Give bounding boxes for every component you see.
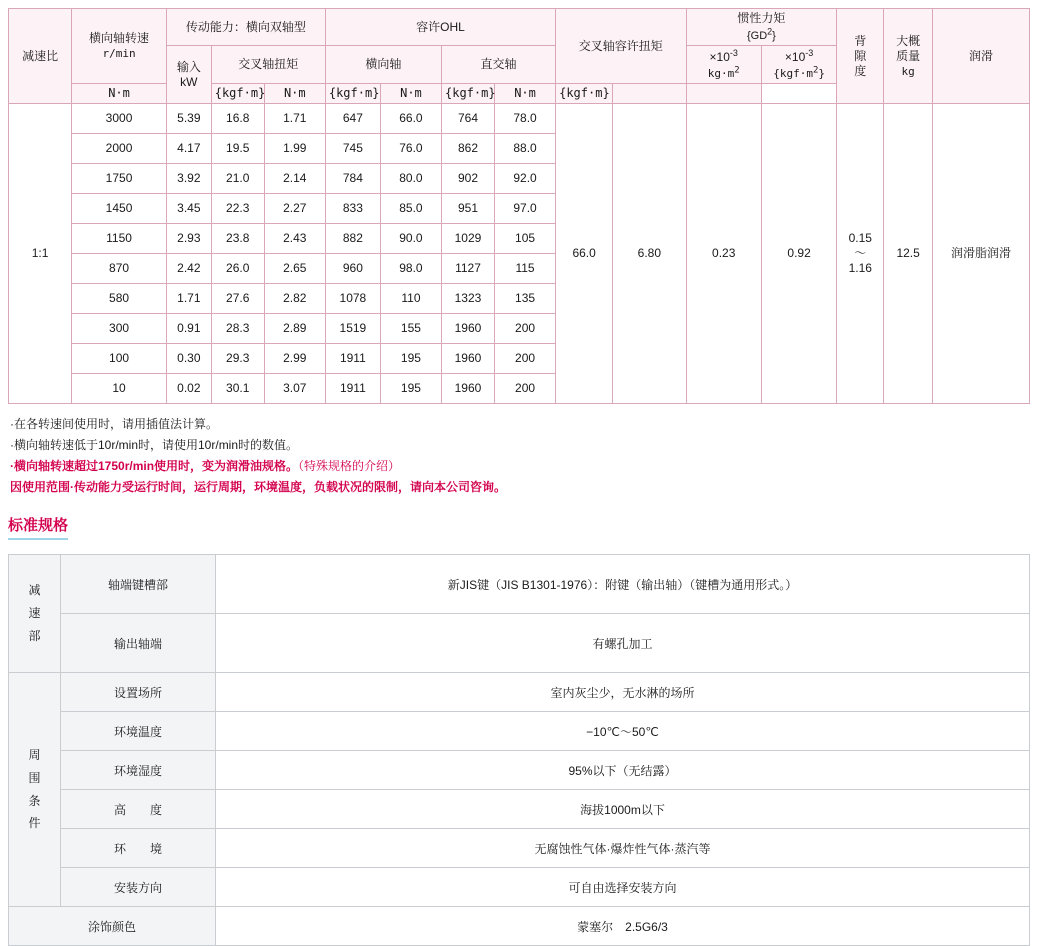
cell-lubrication: 润滑脂润滑 [933,104,1030,404]
col-ohl-lateral: 横向轴 [325,46,441,84]
spec-table-header [9,9,1030,104]
cell-ohl-lat-nm: 745 [325,134,380,164]
cell-ohl-right-nm: 1960 [442,314,495,344]
header-row-1 [9,9,1030,46]
row-label: 轴端键槽部 [61,555,216,614]
col-input-kw: 输入 kW [166,46,211,104]
cell-speed: 870 [72,254,167,284]
row-value: 无腐蚀性气体·爆炸性气体·蒸汽等 [216,829,1030,868]
section-heading-wrap [0,498,1050,548]
cell-backlash-top: 0.15 [848,231,872,246]
cell-torque-kgf: 2.99 [264,344,325,374]
cell-torque-nm: 27.6 [211,284,264,314]
row-label: 安装方向 [61,868,216,907]
standard-spec-body [9,555,1030,946]
unit-inertia-1 [613,84,686,104]
cell-ohl-lat-nm: 1519 [325,314,380,344]
cell-ohl-right-nm: 1127 [442,254,495,284]
row-label: 高 度 [61,790,216,829]
table-row [9,790,1030,829]
cell-kw: 0.30 [166,344,211,374]
cell-ohl-right-kgf: 200 [494,344,555,374]
note-4: 因使用范围·传动能力受运行时间，运行周期，环境温度，负载状况的限制，请向本公司咨询。 [10,480,506,495]
unit-inertia-2 [686,84,761,104]
cell-speed: 10 [72,374,167,404]
cell-ohl-lat-nm: 647 [325,104,380,134]
col-ohl: 容许OHL [325,9,555,46]
table-row [9,712,1030,751]
table-row [9,907,1030,946]
unit-ohl-lat-kgf: {kgf·m} [325,84,380,104]
cell-torque-nm: 29.3 [211,344,264,374]
cell-torque-kgf: 2.27 [264,194,325,224]
row-label: 环境湿度 [61,751,216,790]
unit-cross-kgf: {kgf·m} [556,84,613,104]
cell-torque-kgf: 2.82 [264,284,325,314]
unit-torque-kgf: {kgf·m} [211,84,264,104]
row-value: −10℃～50℃ [216,712,1030,751]
cell-ohl-right-nm: 902 [442,164,495,194]
cell-speed: 580 [72,284,167,314]
cell-kw: 2.42 [166,254,211,284]
note-3 [10,456,1050,477]
cell-ohl-lat-kgf: 98.0 [380,254,441,284]
col-mass-unit: kg [901,64,915,78]
note-3-suffix: （特殊规格的介绍） [298,459,401,474]
cell-torque-nm: 26.0 [211,254,264,284]
cell-torque-kgf: 2.89 [264,314,325,344]
col-lateral-speed [72,9,167,84]
col-inertia-2-unit: $\times 10^{-3}$ $\{kgf\cdot m^2\}$ [761,46,836,84]
cell-ohl-right-nm: 862 [442,134,495,164]
cell-backlash-bot: 1.16 [848,261,872,276]
cell-ohl-right-nm: 1960 [442,344,495,374]
col-ratio: 减速比 [9,9,72,104]
row-value: 95%以下（无结露） [216,751,1030,790]
cell-cross-nm: 66.0 [556,104,613,404]
cell-ohl-lat-kgf: 76.0 [380,134,441,164]
cell-torque-kgf: 3.07 [264,374,325,404]
col-transmission-capacity: 传动能力：横向双轴型 [166,9,325,46]
cell-ohl-lat-nm: 960 [325,254,380,284]
cell-torque-nm: 28.3 [211,314,264,344]
cell-inertia-1: 0.23 [686,104,761,404]
cell-speed: 300 [72,314,167,344]
col-backlash: 背 隙 度 [837,9,884,104]
unit-ohl-right-nm: N·m [380,84,441,104]
cell-torque-nm: 16.8 [211,104,264,134]
group-label-ambient: 周 围 条 件 [9,673,61,907]
cell-ohl-lat-nm: 833 [325,194,380,224]
cell-kw: 4.17 [166,134,211,164]
cell-speed: 1750 [72,164,167,194]
cell-kw: 5.39 [166,104,211,134]
cell-ohl-lat-nm: 1078 [325,284,380,314]
col-ohl-right-angle: 直交轴 [442,46,556,84]
cell-torque-nm: 30.1 [211,374,264,404]
cell-ohl-lat-kgf: 66.0 [380,104,441,134]
table-row [9,673,1030,712]
cell-ohl-right-kgf: 135 [494,284,555,314]
cell-torque-kgf: 1.71 [264,104,325,134]
row-value: 海拔1000m以下 [216,790,1030,829]
cell-kw: 0.02 [166,374,211,404]
note-3-text: ·横向轴转速超过1750r/min使用时，变为润滑油规格。 [10,459,299,474]
row-value: 室内灰尘少，无水淋的场所 [216,673,1030,712]
cell-ohl-lat-kgf: 110 [380,284,441,314]
cell-backlash [837,104,884,404]
document-page [0,8,1050,934]
notes-block [10,414,1050,498]
row-label-paint-color: 涂饰颜色 [9,907,216,946]
cell-ohl-right-kgf: 92.0 [494,164,555,194]
col-cross-shaft-torque: 交叉轴扭矩 [211,46,325,84]
cell-torque-kgf: 2.14 [264,164,325,194]
cell-ohl-lat-kgf: 85.0 [380,194,441,224]
table-row [9,751,1030,790]
spec-table-body [9,104,1030,404]
col-inertia-label: 惯性力矩 [737,11,786,25]
cell-ohl-lat-kgf: 195 [380,344,441,374]
cell-ohl-lat-kgf: 155 [380,314,441,344]
cell-torque-nm: 19.5 [211,134,264,164]
cell-kw: 0.91 [166,314,211,344]
col-inertia [686,9,837,46]
cell-ohl-lat-kgf: 90.0 [380,224,441,254]
cell-torque-kgf: 2.65 [264,254,325,284]
col-lubrication: 润滑 [933,9,1030,104]
row-label: 设置场所 [61,673,216,712]
cell-mass: 12.5 [884,104,933,404]
cell-torque-kgf: 2.43 [264,224,325,254]
cell-ohl-lat-nm: 1911 [325,344,380,374]
cell-ohl-right-nm: 764 [442,104,495,134]
note-1: ·在各转速间使用时，请用插值法计算。 [10,417,218,432]
cell-torque-nm: 22.3 [211,194,264,224]
table-row [9,614,1030,673]
row-label: 环境温度 [61,712,216,751]
cell-torque-kgf: 1.99 [264,134,325,164]
cell-speed: 1450 [72,194,167,224]
cell-ohl-right-kgf: 88.0 [494,134,555,164]
cell-kw: 3.45 [166,194,211,224]
col-mass: 大概 质量 kg [884,9,933,104]
cell-ohl-right-kgf: 200 [494,374,555,404]
standard-spec-table [8,554,1030,946]
note-2: ·横向轴转速低于10r/min时，请使用10r/min时的数值。 [10,438,299,453]
cell-ratio: 1:1 [9,104,72,404]
row-label: 环 境 [61,829,216,868]
row-value: 新JIS键（JIS B1301-1976）：附键（输出轴）（键槽为通用形式。） [216,555,1030,614]
cell-ohl-right-kgf: 200 [494,314,555,344]
cell-ohl-right-kgf: 78.0 [494,104,555,134]
row-value: 可自由选择安装方向 [216,868,1030,907]
table-row [9,104,1030,134]
col-cross-torque: 交叉轴容许扭矩 [556,9,686,84]
table-row [9,555,1030,614]
unit-torque-nm: N·m [72,84,167,104]
cell-inertia-2: 0.92 [761,104,836,404]
cell-kw: 1.71 [166,284,211,314]
row-label: 输出轴端 [61,614,216,673]
cell-speed: 3000 [72,104,167,134]
cell-cross-kgf: 6.80 [613,104,686,404]
cell-kw: 2.93 [166,224,211,254]
specification-table [8,8,1030,404]
cell-ohl-lat-nm: 882 [325,224,380,254]
cell-speed: 100 [72,344,167,374]
cell-torque-nm: 23.8 [211,224,264,254]
cell-kw: 3.92 [166,164,211,194]
cell-backlash-mid: ～ [854,246,867,261]
cell-ohl-right-nm: 1960 [442,374,495,404]
cell-ohl-lat-nm: 1911 [325,374,380,404]
unit-cross-nm: N·m [494,84,555,104]
cell-speed: 1150 [72,224,167,254]
cell-ohl-right-nm: 1029 [442,224,495,254]
page-title: 标准规格 [8,514,68,540]
col-lateral-speed-label: 横向轴转速 [89,31,150,46]
row-value-paint-color: 蒙塞尔 2.5G6/3 [216,907,1030,946]
col-inertia-1-unit: $\times 10^{-3}$ $kg\cdot m^2$ [686,46,761,84]
group-label-reducer: 减 速 部 [9,555,61,673]
cell-ohl-right-kgf: 97.0 [494,194,555,224]
cell-ohl-right-nm: 1323 [442,284,495,314]
table-row [9,829,1030,868]
cell-torque-nm: 21.0 [211,164,264,194]
col-inertia-unit: $\{GD^2\}$ [746,26,776,42]
cell-ohl-right-nm: 951 [442,194,495,224]
cell-ohl-right-kgf: 115 [494,254,555,284]
cell-ohl-right-kgf: 105 [494,224,555,254]
unit-ohl-lat-nm: N·m [264,84,325,104]
col-lateral-speed-unit: r/min [102,47,136,61]
cell-ohl-lat-nm: 784 [325,164,380,194]
cell-ohl-lat-kgf: 80.0 [380,164,441,194]
table-row [9,868,1030,907]
cell-ohl-lat-kgf: 195 [380,374,441,404]
cell-speed: 2000 [72,134,167,164]
row-value: 有螺孔加工 [216,614,1030,673]
unit-ohl-right-kgf: {kgf·m} [442,84,495,104]
